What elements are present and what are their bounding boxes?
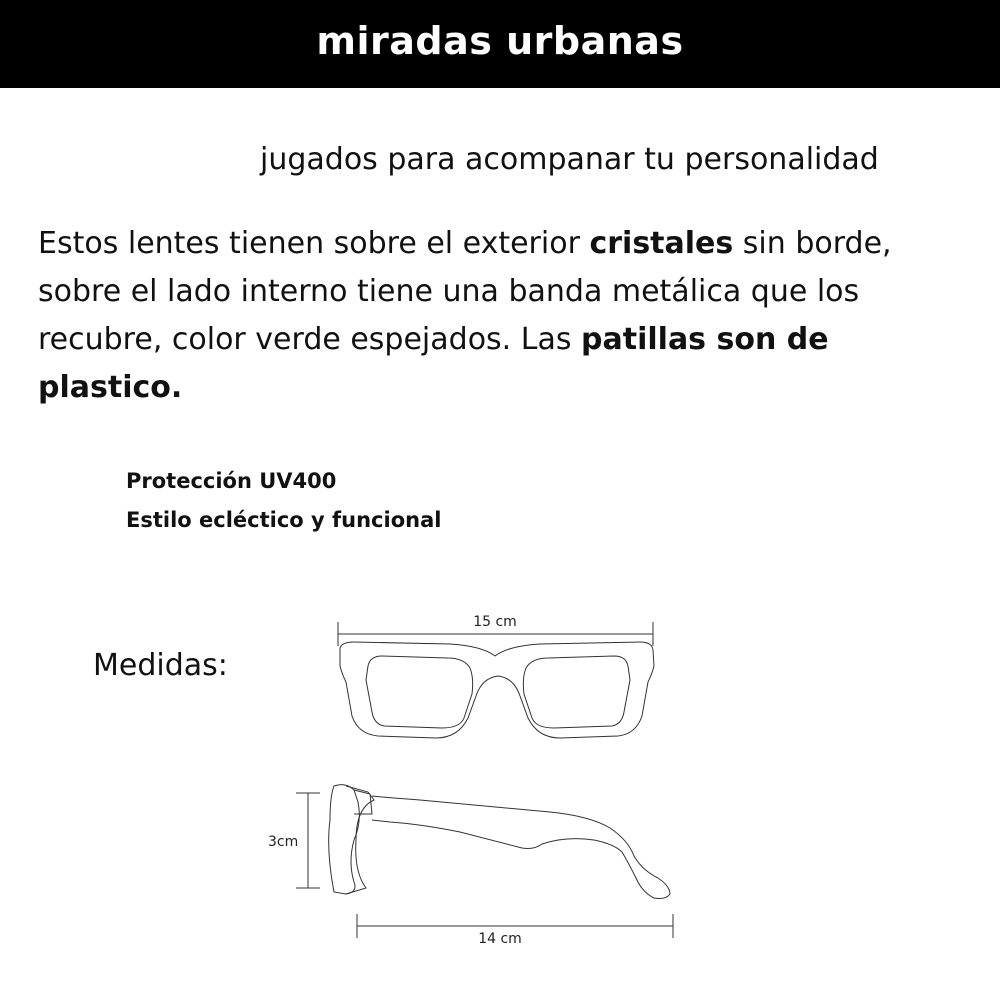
glasses-side-view-icon — [329, 785, 670, 899]
header-bar — [0, 0, 1000, 88]
feature-list — [126, 462, 441, 540]
description-bold-1: cristales — [589, 226, 734, 261]
description-text-1: Estos lentes tienen sobre el exterior — [38, 226, 590, 261]
measurements-label: Medidas: — [93, 648, 228, 683]
temple-length-label: 14 cm — [478, 931, 522, 947]
tagline: jugados para acompanar tu personalidad — [260, 142, 879, 177]
glasses-front-view-icon — [340, 642, 654, 738]
feature-uv: Protección UV400 — [126, 469, 337, 493]
height-label: 3cm — [268, 834, 299, 850]
glasses-diagram — [250, 600, 700, 960]
front-width-label: 15 cm — [473, 614, 517, 630]
description-text-2: sin borde, sobre el lado interno tiene una banda metálica que los recubre, color verde espejados. Las — [38, 226, 892, 357]
description-bold-2: patillas son de plastico. — [38, 322, 829, 405]
height-dimension-line — [296, 793, 320, 888]
feature-style: Estilo ecléctico y funcional — [126, 508, 442, 532]
product-description — [38, 220, 968, 412]
brand-title: miradas urbanas — [316, 19, 684, 63]
